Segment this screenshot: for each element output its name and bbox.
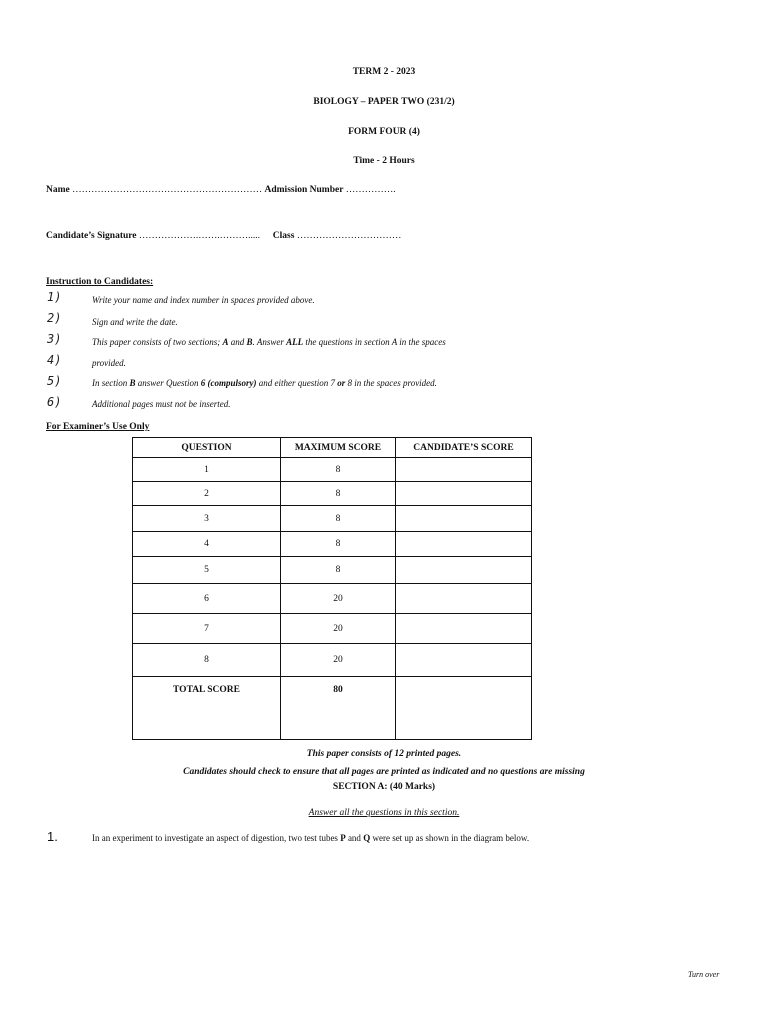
signature-label: Candidate’s Signature <box>46 231 137 241</box>
instruction-number: 6) <box>47 395 62 409</box>
instruction-item: Sign and write the date. <box>92 317 178 327</box>
class-field[interactable]: …………………………… <box>296 231 402 241</box>
max-score-cell: 20 <box>281 614 396 644</box>
candidate-score-cell[interactable] <box>396 506 532 532</box>
turn-over-note: Turn over <box>688 970 720 979</box>
question-cell: 3 <box>133 506 281 532</box>
instructions-heading: Instruction to Candidates: <box>46 277 154 287</box>
max-score-cell: 20 <box>281 584 396 614</box>
candidate-score-cell[interactable] <box>396 482 532 506</box>
section-a-instruction: Answer all the questions in this section. <box>308 808 460 818</box>
candidate-score-cell[interactable] <box>396 532 532 557</box>
question-cell: 7 <box>133 614 281 644</box>
table-row <box>133 458 532 482</box>
column-header-max-score: MAXIMUM SCORE <box>281 438 396 458</box>
question-number: 1. <box>47 829 58 844</box>
column-header-candidate-score: CANDIDATE’S SCORE <box>396 438 532 458</box>
instruction-number: 1) <box>47 290 62 304</box>
candidate-score-cell[interactable] <box>396 644 532 677</box>
total-row <box>133 677 532 740</box>
question-cell: 2 <box>133 482 281 506</box>
table-header-row <box>133 438 532 458</box>
max-score-cell: 8 <box>281 532 396 557</box>
instruction-item: Write your name and index number in spaces provided above. <box>92 295 315 305</box>
question-cell: 4 <box>133 532 281 557</box>
table-row <box>133 557 532 584</box>
admission-number-field[interactable]: ……………. <box>345 185 396 195</box>
max-score-cell: 8 <box>281 557 396 584</box>
exam-paper-title: BIOLOGY – PAPER TWO (231/2) <box>313 97 455 107</box>
total-max-score: 80 <box>281 677 396 740</box>
instruction-number: 5) <box>47 374 62 388</box>
total-candidate-score[interactable] <box>396 677 532 740</box>
exam-form: FORM FOUR (4) <box>348 127 420 137</box>
signature-row <box>46 231 401 241</box>
max-score-cell: 8 <box>281 458 396 482</box>
max-score-cell: 8 <box>281 506 396 532</box>
question-cell: 5 <box>133 557 281 584</box>
candidate-score-cell[interactable] <box>396 557 532 584</box>
table-row <box>133 644 532 677</box>
printed-pages-note: This paper consists of 12 printed pages. <box>306 749 462 759</box>
instruction-item: Additional pages must not be inserted. <box>92 399 231 409</box>
table-row <box>133 482 532 506</box>
max-score-cell: 8 <box>281 482 396 506</box>
table-row <box>133 532 532 557</box>
table-row <box>133 614 532 644</box>
exam-time: Time - 2 Hours <box>353 156 415 166</box>
instruction-item: provided. <box>92 358 126 368</box>
exam-term: TERM 2 - 2023 <box>352 67 416 77</box>
class-label: Class <box>272 231 295 241</box>
signature-field[interactable]: ……………….…….………..... <box>138 231 261 241</box>
question-cell: 1 <box>133 458 281 482</box>
max-score-cell: 20 <box>281 644 396 677</box>
question-cell: 8 <box>133 644 281 677</box>
page-check-note: Candidates should check to ensure that all pages are printed as indicated and no questions are missing <box>183 767 585 777</box>
instruction-number: 2) <box>47 311 62 325</box>
total-score-label: TOTAL SCORE <box>133 677 281 740</box>
name-label: Name <box>46 185 70 195</box>
candidate-score-cell[interactable] <box>396 584 532 614</box>
section-a-title: SECTION A: (40 Marks) <box>332 782 436 792</box>
instruction-number: 3) <box>47 332 62 346</box>
candidate-score-cell[interactable] <box>396 614 532 644</box>
question-cell: 6 <box>133 584 281 614</box>
table-row <box>133 506 532 532</box>
question-1-text: In an experiment to investigate an aspect of digestion, two test tubes P and Q were set up as shown in the diagram below. <box>92 833 530 843</box>
admission-number-label: Admission Number <box>264 185 344 195</box>
table-row <box>133 584 532 614</box>
name-field[interactable]: …………………………………………………… <box>72 185 263 195</box>
instruction-item: In section B answer Question 6 (compulsory) and either question 7 or 8 in the spaces provided. <box>92 378 437 388</box>
score-table <box>132 437 532 740</box>
instruction-item: This paper consists of two sections; A and B. Answer ALL the questions in section A in the spaces <box>92 337 446 347</box>
name-row <box>46 185 396 195</box>
instruction-number: 4) <box>47 353 62 367</box>
column-header-question: QUESTION <box>133 438 281 458</box>
candidate-score-cell[interactable] <box>396 458 532 482</box>
examiner-use-heading: For Examiner’s Use Only <box>46 422 150 432</box>
